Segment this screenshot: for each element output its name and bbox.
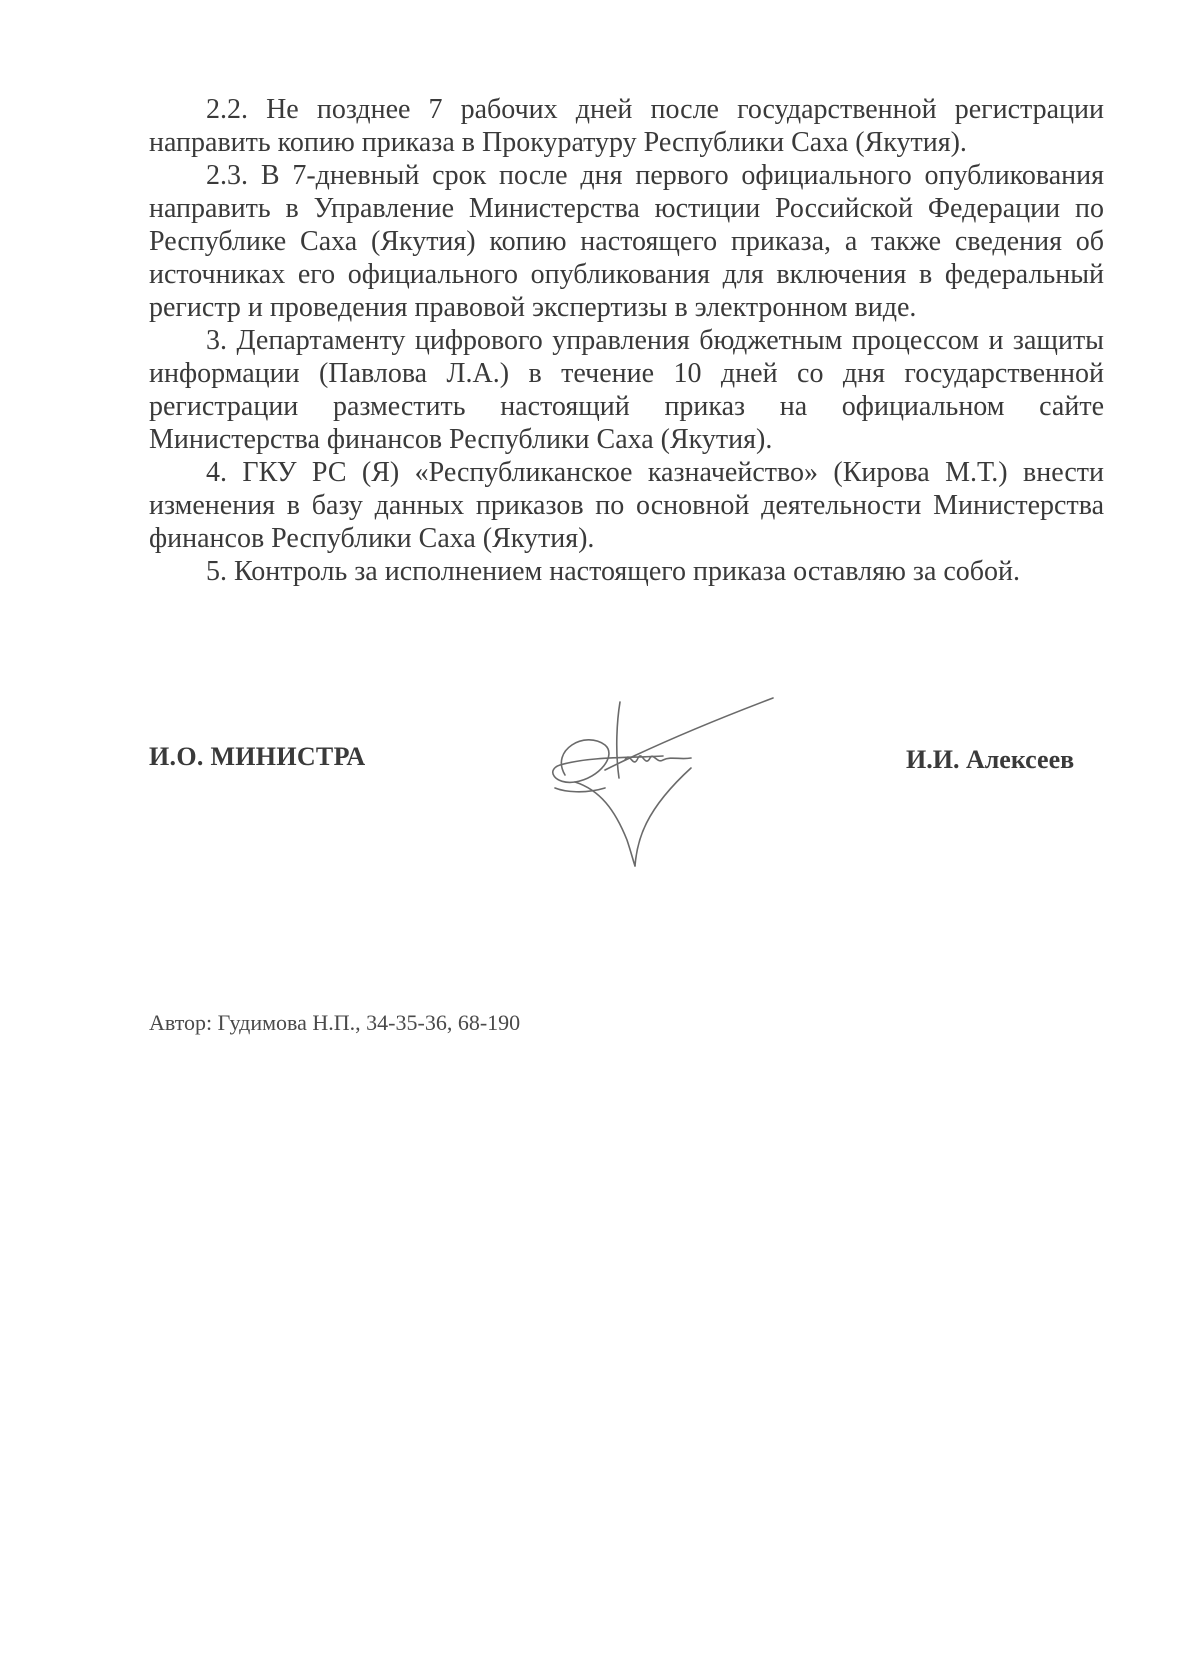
signatory-name: И.И. Алексеев [906, 745, 1075, 774]
paragraph-4: 4. ГКУ РС (Я) «Республиканское казначейство» (Кирова М.Т.) внести изменения в базу данных приказов по основной деятельности Министерства финансов Республики Саха (Якутия). [149, 457, 1104, 554]
author-line: Автор: Гудимова Н.П., 34-35-36, 68-190 [149, 1010, 521, 1035]
paragraph-2-2: 2.2. Не позднее 7 рабочих дней после государственной регистрации направить копию приказа в Прокуратуру Республики Саха (Якутия). [149, 94, 1104, 158]
paragraph-2-3: 2.3. В 7-дневный срок после дня первого официального опубликования направить в Управление Министерства юстиции Российской Федерации по Республике Саха (Якутия) копию настоящего приказа, а также сведения об источниках его официального опубликования для включения в федеральный регистр и проведения правовой экспертизы в электронном виде. [149, 160, 1104, 323]
signatory-position: И.О. МИНИСТРА [149, 742, 366, 771]
handwritten-signature [545, 690, 795, 870]
paragraph-5: 5. Контроль за исполнением настоящего приказа оставляю за собой. [206, 556, 1021, 587]
paragraph-3: 3. Департаменту цифрового управления бюджетным процессом и защиты информации (Павлова Л.А.) в течение 10 дней со дня государственной регистрации разместить настоящий приказ на официальном сайте Министерства финансов Республики Саха (Якутия). [149, 325, 1104, 455]
